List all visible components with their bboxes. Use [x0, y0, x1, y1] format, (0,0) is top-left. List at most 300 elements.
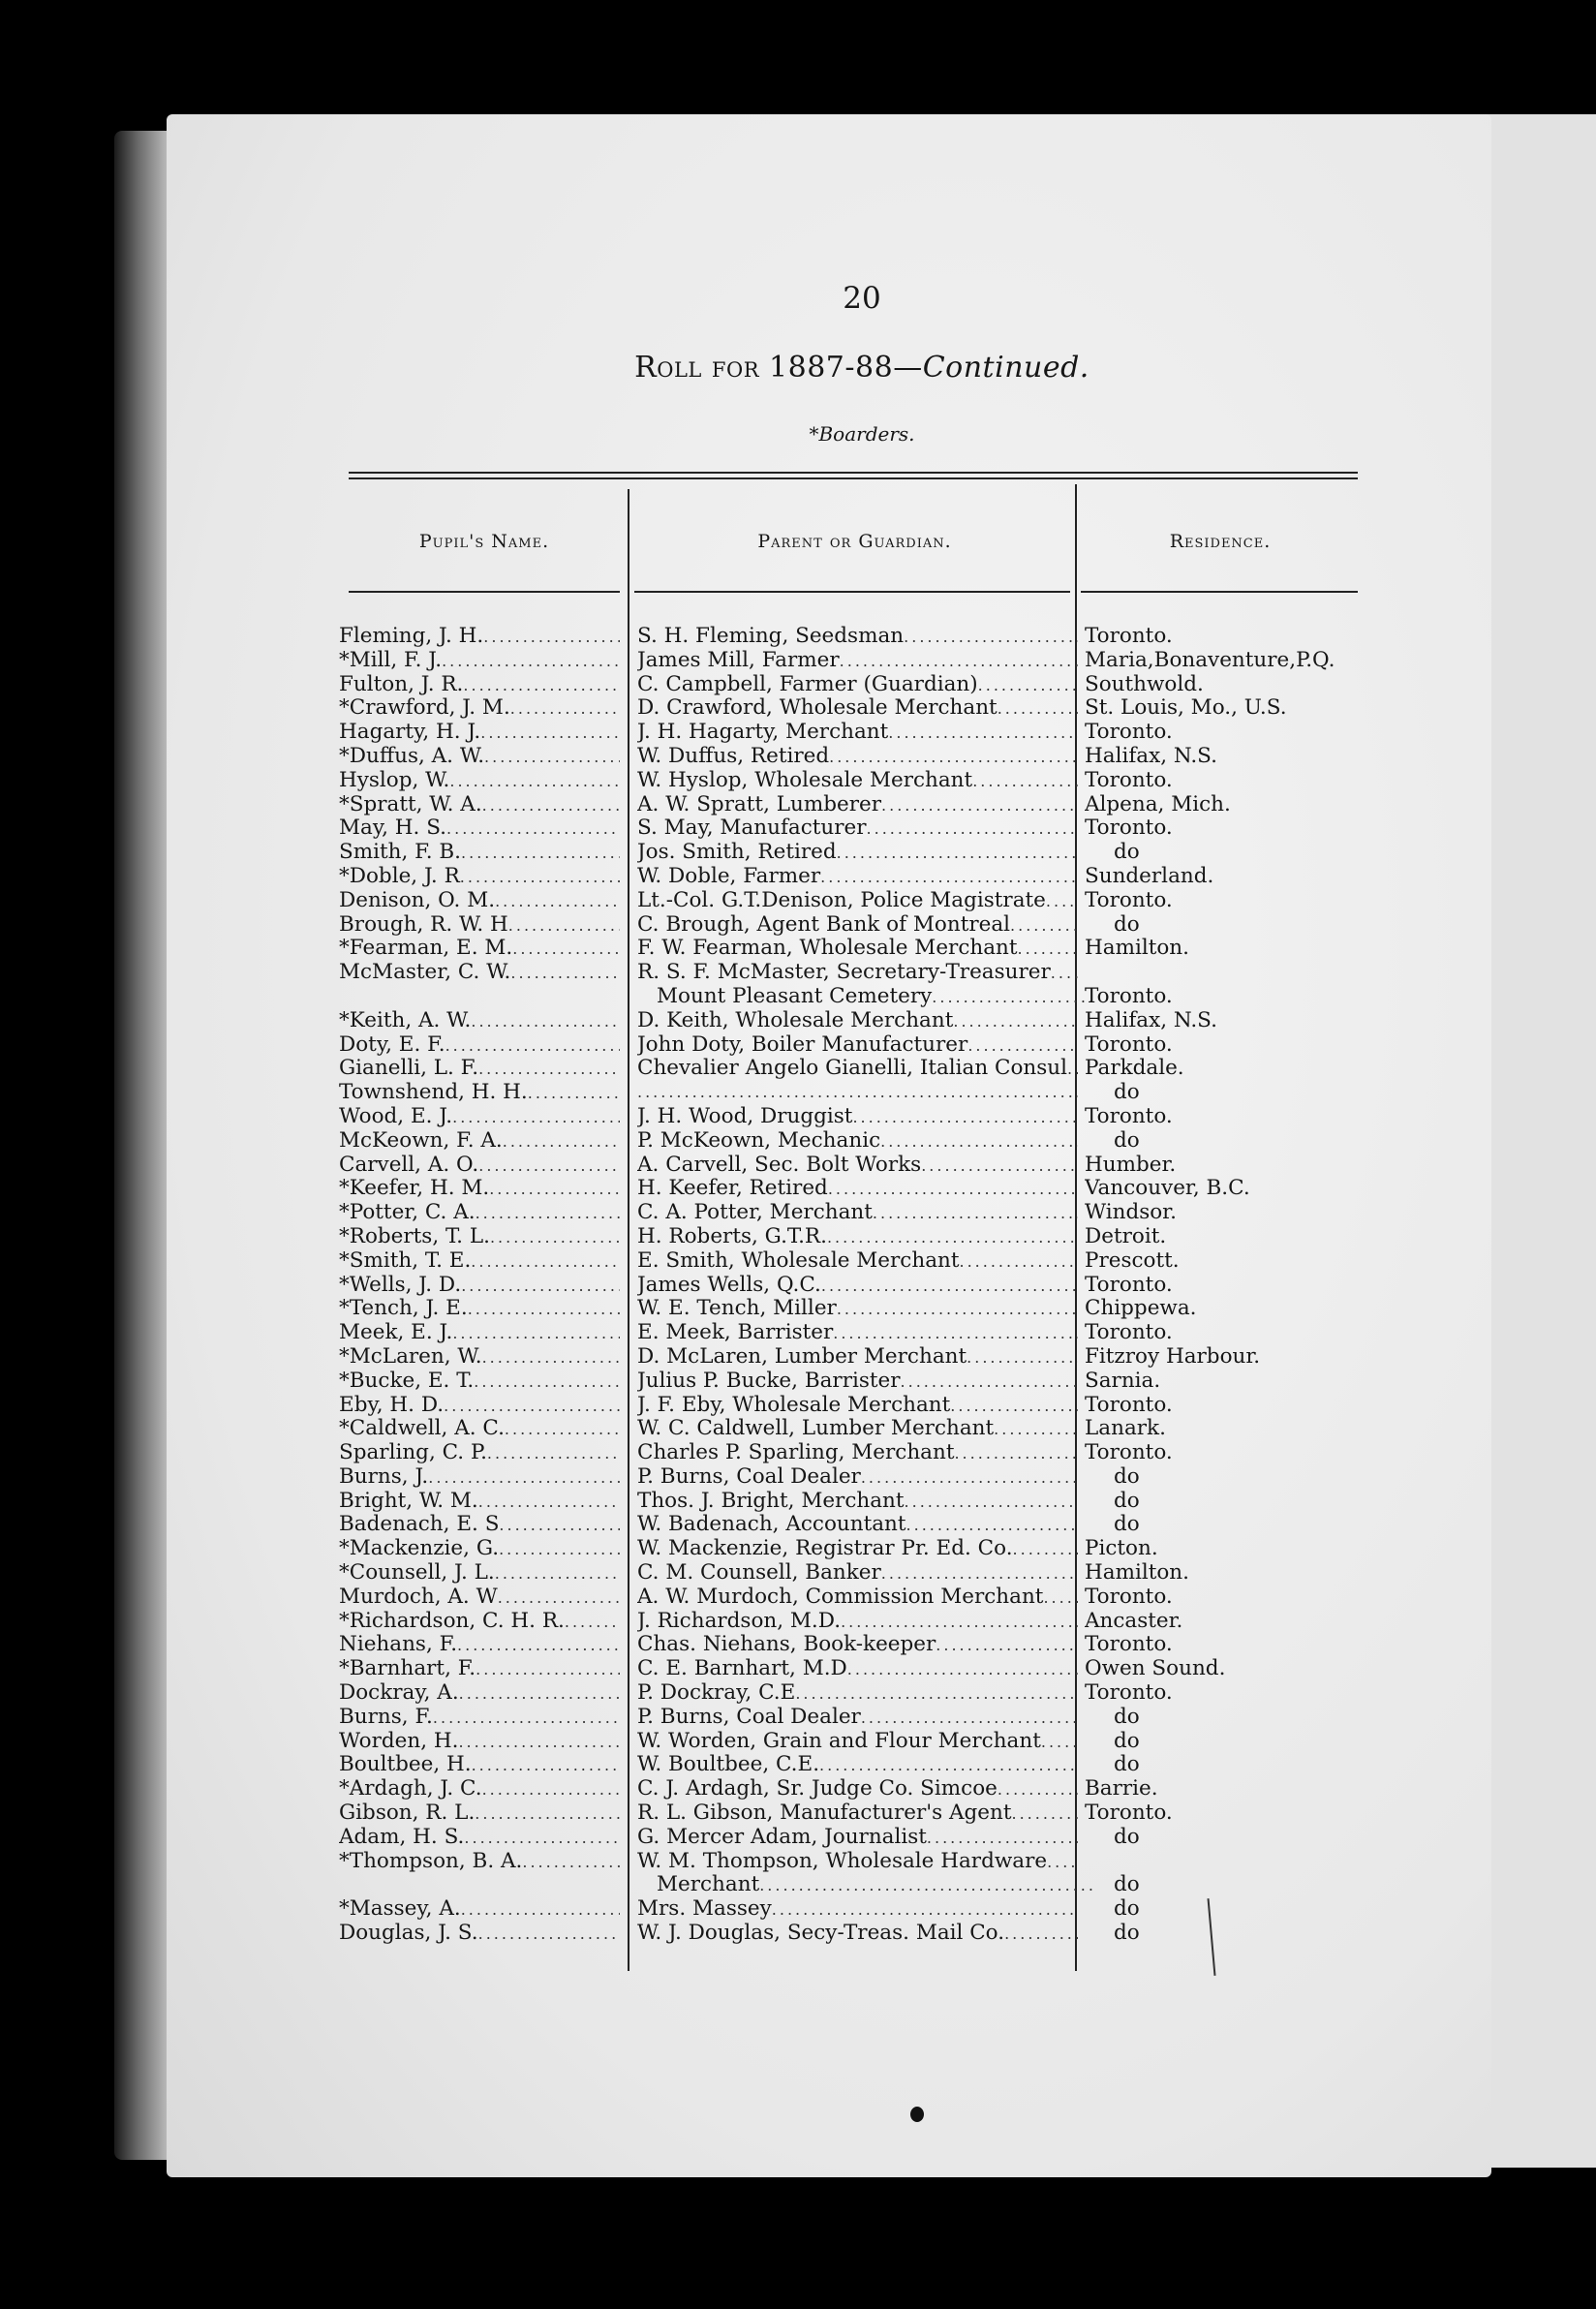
pupil-name: *Potter, C. A. [339, 1201, 476, 1225]
parent-guardian: Merchant [657, 1873, 760, 1897]
table-row [339, 1033, 1366, 1058]
parent-guardian-cell [637, 1297, 1078, 1322]
table-row [339, 865, 1366, 889]
dot-leader [433, 1707, 620, 1731]
parent-guardian: C. E. Barnhart, M.D [637, 1657, 847, 1681]
parent-guardian-cell [637, 673, 1078, 698]
table-row [339, 1009, 1366, 1033]
table-row [339, 1441, 1366, 1465]
dot-leader [847, 1658, 1078, 1682]
pupil-name: Eby, H. D. [339, 1393, 445, 1417]
parent-guardian-cell [637, 649, 1078, 674]
parent-guardian-cell [637, 1441, 1078, 1466]
dot-leader [446, 817, 620, 842]
dot-leader [449, 770, 620, 794]
parent-guardian: R. S. F. McMaster, Secretary-Treasurer [637, 961, 1051, 985]
dot-leader [482, 1346, 620, 1370]
dot-leader [1004, 1923, 1078, 1947]
table-row [339, 1057, 1366, 1081]
table-row [339, 1249, 1366, 1274]
pupil-name-cell [339, 1154, 620, 1179]
header-rule-parent [634, 591, 1070, 593]
residence: Toronto. [1085, 816, 1173, 841]
pupil-name: *Bucke, E. T. [339, 1369, 475, 1393]
parent-guardian: W. Doble, Farmer [637, 864, 821, 888]
parent-guardian-cell [637, 1225, 1078, 1250]
dot-leader [472, 1754, 620, 1778]
pupil-name: *Doble, J. R [339, 864, 460, 888]
pupil-name-cell [339, 1777, 620, 1802]
dot-leader [873, 1202, 1078, 1226]
residence-cell [1085, 937, 1385, 961]
residence: Fitzroy Harbour. [1085, 1344, 1261, 1369]
dot-leader [1051, 962, 1078, 986]
dot-leader [1010, 914, 1078, 939]
residence-cell [1085, 769, 1385, 793]
parent-guardian-cell [637, 1057, 1078, 1082]
table-row [339, 721, 1366, 745]
dot-leader [994, 1418, 1078, 1442]
residence-cell [1085, 1873, 1414, 1897]
residence-cell [1085, 1826, 1414, 1850]
table-row [339, 1177, 1366, 1201]
residence: do [1114, 1705, 1140, 1729]
pupil-name-cell [339, 1009, 620, 1034]
residence: Picton. [1085, 1537, 1158, 1561]
pupil-name-cell [339, 1706, 620, 1731]
parent-guardian: W. M. Thompson, Wholesale Hardware [637, 1849, 1048, 1873]
parent-guardian: W. Badenach, Accountant [637, 1513, 906, 1537]
table-row [339, 1657, 1366, 1681]
residence-cell [1085, 865, 1385, 889]
parent-guardian: P. Burns, Coal Dealer [637, 1464, 861, 1489]
parent-guardian-cell [637, 1586, 1078, 1611]
pupil-name-cell [339, 793, 620, 818]
residence: Owen Sound. [1085, 1657, 1226, 1681]
dot-leader [861, 1707, 1078, 1731]
dot-leader [998, 1778, 1078, 1802]
table-row [339, 1897, 1366, 1922]
pupil-name: Burns, F. [339, 1705, 433, 1729]
table-row [339, 649, 1366, 673]
pupil-name: Townshend, H. H. [339, 1081, 528, 1105]
table-row [339, 1873, 1366, 1897]
dot-leader [565, 1611, 620, 1635]
pupil-name: Fulton, J. R. [339, 672, 464, 696]
parent-guardian: W. Hyslop, Wholesale Merchant [637, 768, 973, 792]
header-rule-pupil [349, 591, 620, 593]
dot-leader [795, 1682, 1078, 1707]
parent-guardian-cell [637, 1610, 1078, 1635]
ink-spot [910, 2107, 924, 2122]
dot-leader [1012, 1802, 1079, 1827]
pupil-name: Brough, R. W. H [339, 912, 508, 937]
pupil-name-cell [339, 889, 620, 914]
parent-guardian-cell [637, 1657, 1078, 1682]
parent-guardian: P. Burns, Coal Dealer [637, 1705, 861, 1729]
dot-leader [637, 1081, 1078, 1105]
pupil-name: Adam, H. S. [339, 1825, 465, 1849]
parent-guardian: W. E. Tench, Miller [637, 1297, 837, 1321]
residence: Southwold. [1085, 672, 1204, 696]
dot-leader [936, 1634, 1078, 1658]
pupil-name: Niehans, F. [339, 1633, 458, 1657]
residence-cell [1085, 1777, 1385, 1801]
dot-leader [861, 1466, 1078, 1491]
table-row [339, 1465, 1366, 1490]
parent-guardian-cell [637, 1633, 1078, 1658]
table-row [339, 1777, 1366, 1801]
pupil-name: Sparling, C. P. [339, 1441, 487, 1465]
residence: Toronto. [1085, 1681, 1173, 1706]
pupil-name-cell [339, 769, 620, 794]
residence: Toronto. [1085, 1585, 1173, 1609]
pupil-name-cell [339, 1225, 620, 1250]
pupil-name-cell [339, 1633, 620, 1658]
dot-leader [478, 1058, 620, 1082]
dot-leader [828, 1178, 1078, 1202]
dot-leader [499, 1514, 620, 1538]
pupil-name-cell [339, 1826, 620, 1851]
pupil-name: Gibson, R. L. [339, 1801, 476, 1826]
residence-cell [1085, 1249, 1385, 1274]
dot-leader [837, 842, 1078, 866]
boarders-note: *Boarders. [809, 422, 915, 446]
dot-leader [833, 1322, 1078, 1346]
residence-cell [1085, 1033, 1385, 1058]
residence: Toronto. [1085, 768, 1173, 792]
parent-guardian-cell [637, 1105, 1078, 1130]
dot-leader [495, 890, 620, 914]
table-row [339, 913, 1366, 938]
parent-guardian: P. Dockray, C.E [637, 1681, 796, 1706]
dot-leader [829, 746, 1078, 770]
pupil-name-cell [339, 913, 620, 939]
parent-guardian-cell [637, 1753, 1078, 1778]
parent-guardian-cell [637, 1081, 1078, 1105]
parent-guardian: James Mill, Farmer [637, 648, 840, 672]
residence: do [1114, 1464, 1140, 1489]
pupil-name: Worden, H. [339, 1729, 459, 1753]
residence-cell [1085, 889, 1385, 913]
table-row [339, 889, 1366, 913]
parent-guardian: Mrs. Massey [637, 1897, 772, 1922]
parent-guardian: C. A. Potter, Merchant [637, 1201, 873, 1225]
parent-guardian-cell [637, 913, 1078, 939]
residence-cell [1085, 1465, 1414, 1490]
dot-leader [837, 1298, 1078, 1322]
dot-leader [459, 1682, 620, 1707]
pupil-name-cell [339, 1801, 620, 1827]
dot-leader [867, 817, 1078, 842]
table-row [339, 985, 1366, 1009]
residence-cell [1085, 1753, 1414, 1777]
residence: Parkdale. [1085, 1057, 1184, 1081]
dot-leader [461, 1275, 620, 1299]
table-row [339, 1633, 1366, 1657]
parent-guardian: F. W. Fearman, Wholesale Merchant [637, 937, 1018, 961]
parent-guardian: R. L. Gibson, Manufacturer's Agent [637, 1801, 1012, 1826]
residence-cell [1085, 1370, 1385, 1394]
parent-guardian-cell [637, 937, 1078, 962]
parent-guardian-cell [637, 985, 1097, 1010]
dot-leader [498, 1586, 620, 1611]
dot-leader [953, 1010, 1078, 1034]
parent-guardian: Thos. J. Bright, Merchant [637, 1489, 905, 1513]
pupil-name: *Thompson, B. A. [339, 1849, 523, 1873]
pupil-name: Murdoch, A. W [339, 1585, 498, 1609]
dot-leader [960, 1250, 1079, 1275]
parent-guardian-cell [637, 1706, 1078, 1731]
pupil-name-cell [339, 1657, 620, 1682]
dot-leader [932, 986, 1097, 1010]
pupil-name-cell [339, 1321, 620, 1346]
table-row [339, 1730, 1366, 1754]
pupil-name-cell [339, 1129, 620, 1154]
residence: Toronto. [1085, 1032, 1173, 1057]
pupil-name-cell [339, 1922, 620, 1947]
residence-cell [1085, 649, 1385, 673]
dot-leader [457, 1634, 620, 1658]
parent-guardian: John Doty, Boiler Manufacturer [637, 1032, 968, 1057]
dot-leader [478, 1923, 620, 1947]
parent-guardian-cell [637, 1922, 1078, 1947]
parent-guardian-cell [637, 1345, 1078, 1370]
parent-guardian: D. McLaren, Lumber Merchant [637, 1344, 967, 1369]
pupil-name: *Wells, J. D. [339, 1273, 462, 1297]
dot-leader [484, 746, 620, 770]
parent-guardian-cell [637, 1033, 1078, 1059]
pupil-name-cell [339, 1610, 620, 1635]
table-row [339, 1081, 1366, 1105]
parent-guardian: C. J. Ardagh, Sr. Judge Co. Simcoe [637, 1777, 998, 1801]
table-row [339, 1681, 1366, 1706]
parent-guardian-cell [637, 745, 1078, 770]
parent-guardian-cell [637, 625, 1078, 650]
dot-leader [881, 794, 1078, 818]
pupil-name-cell [339, 1441, 620, 1466]
residence: St. Louis, Mo., U.S. [1085, 696, 1287, 721]
residence: do [1114, 912, 1140, 937]
residence: Toronto. [1085, 1273, 1173, 1297]
residence-cell [1085, 1490, 1414, 1514]
dot-leader [880, 1130, 1078, 1154]
parent-guardian-cell [637, 1561, 1078, 1586]
dot-leader [452, 1322, 620, 1346]
dot-leader [906, 1514, 1078, 1538]
dot-leader [528, 1082, 620, 1106]
page-number: 20 [843, 281, 881, 316]
pupil-name-cell [339, 649, 620, 674]
residence-cell [1085, 1706, 1414, 1730]
dot-leader [489, 1178, 620, 1202]
residence-cell [1085, 1081, 1414, 1105]
table-row [339, 1417, 1366, 1441]
column-header-pupil: Pupil's Name. [418, 531, 550, 552]
parent-guardian-cell [637, 1154, 1078, 1179]
parent-guardian: Lt.-Col. G.T.Denison, Police Magistrate [637, 888, 1046, 912]
parent-guardian-cell [637, 1681, 1078, 1707]
parent-guardian-cell [637, 696, 1078, 722]
residence: Toronto. [1085, 1441, 1173, 1465]
dot-leader [972, 770, 1078, 794]
pupil-name-cell [339, 721, 620, 746]
parent-guardian: D. Keith, Wholesale Merchant [637, 1008, 954, 1032]
pupil-name: Douglas, J. S. [339, 1922, 478, 1946]
residence: do [1114, 1825, 1140, 1849]
residence: Chippewa. [1085, 1297, 1197, 1321]
parent-guardian-cell [637, 865, 1078, 890]
dot-leader [1043, 1586, 1078, 1611]
pupil-name-cell [339, 696, 620, 722]
parent-guardian: J. F. Eby, Wholesale Merchant [637, 1393, 951, 1417]
pupil-name: *Duffus, A. W. [339, 744, 485, 768]
dot-leader [1013, 1538, 1078, 1562]
pupil-name: *Tench, J. E. [339, 1297, 468, 1321]
pupil-name: Hagarty, H. J. [339, 721, 481, 745]
dot-leader [508, 914, 620, 939]
table-row [339, 1225, 1366, 1249]
pupil-name-cell [339, 1561, 620, 1586]
dot-leader [759, 1874, 1097, 1898]
dot-leader [927, 1827, 1078, 1851]
dot-leader [482, 1778, 620, 1802]
table-row [339, 1394, 1366, 1418]
residence: do [1114, 1128, 1140, 1153]
parent-guardian: J. H. Hagarty, Merchant [637, 721, 889, 745]
residence-cell [1085, 793, 1385, 817]
residence-cell [1085, 985, 1385, 1009]
dot-leader [820, 866, 1078, 890]
table-row [339, 1345, 1366, 1370]
residence: Lanark. [1085, 1417, 1166, 1441]
dot-leader [483, 626, 620, 650]
pupil-name-cell [339, 1274, 620, 1299]
parent-guardian-cell [637, 961, 1078, 986]
pupil-name-cell [339, 1033, 620, 1059]
table-row [339, 937, 1366, 961]
residence: do [1114, 841, 1140, 865]
pupil-name: McMaster, C. W. [339, 961, 511, 985]
pupil-name-cell [339, 1201, 620, 1226]
dot-leader [468, 1298, 620, 1322]
parent-guardian: A. W. Spratt, Lumberer [637, 792, 882, 816]
dot-leader [512, 938, 620, 962]
parent-guardian-cell [637, 1370, 1078, 1395]
parent-guardian-cell [637, 1249, 1078, 1275]
pupil-name: *Spratt, W. A. [339, 792, 482, 816]
header-rule-residence [1081, 591, 1358, 593]
parent-guardian: H. Roberts, G.T.R. [637, 1224, 827, 1248]
residence: Halifax, N.S. [1085, 1008, 1217, 1032]
parent-guardian-cell [637, 1490, 1078, 1515]
dot-leader [475, 1802, 620, 1827]
parent-guardian: D. Crawford, Wholesale Merchant [637, 696, 998, 721]
dot-leader [478, 1491, 620, 1515]
pupil-name: *Richardson, C. H. R. [339, 1609, 565, 1633]
residence-cell [1085, 913, 1414, 938]
pupil-name-cell [339, 625, 620, 650]
residence: Toronto. [1085, 1104, 1173, 1128]
parent-guardian: W. J. Douglas, Secy-Treas. Mail Co. [637, 1922, 1005, 1946]
page-title [0, 351, 1596, 385]
parent-guardian: C. Campbell, Farmer (Guardian) [637, 672, 978, 696]
residence-cell [1085, 1345, 1385, 1370]
residence-cell [1085, 1105, 1385, 1129]
residence-cell [1085, 1681, 1385, 1706]
table-row [339, 1610, 1366, 1634]
pupil-name-cell [339, 1753, 620, 1778]
residence-cell [1085, 1610, 1385, 1634]
parent-guardian-cell [637, 1009, 1078, 1034]
pupil-name: May, H. S. [339, 816, 447, 841]
residence: Toronto. [1085, 1393, 1173, 1417]
residence: do [1114, 1729, 1140, 1753]
residence-cell [1085, 696, 1385, 721]
dot-leader [904, 626, 1078, 650]
parent-guardian-cell [637, 1730, 1078, 1755]
table-row [339, 1537, 1366, 1561]
parent-guardian: Chas. Niehans, Book-keeper [637, 1633, 936, 1657]
parent-guardian: Jos. Smith, Retired [637, 841, 837, 865]
parent-guardian-cell [637, 1201, 1078, 1226]
parent-guardian: James Wells, Q.C. [637, 1273, 821, 1297]
pupil-name-cell [339, 1850, 620, 1875]
pupil-name: *Ardagh, J. C. [339, 1777, 482, 1801]
pupil-name: Wood, E. J. [339, 1104, 453, 1128]
parent-guardian-cell [637, 793, 1078, 818]
table-row [339, 841, 1366, 865]
parent-guardian-cell [637, 1777, 1078, 1802]
dot-leader [458, 1731, 620, 1755]
parent-guardian: W. C. Caldwell, Lumber Merchant [637, 1417, 995, 1441]
pupil-name-cell [339, 1345, 620, 1370]
top-rule-double [349, 477, 1358, 479]
residence: Maria,Bonaventure,P.Q. [1085, 648, 1335, 672]
pupil-name: *McLaren, W. [339, 1344, 482, 1369]
dot-leader [1067, 1058, 1078, 1082]
residence: do [1114, 1922, 1140, 1946]
dot-leader [522, 1851, 620, 1875]
pupil-name: Bright, W. M. [339, 1489, 478, 1513]
residence-cell [1085, 1321, 1385, 1345]
residence: do [1114, 1081, 1140, 1105]
pupil-name: Dockray, A. [339, 1681, 459, 1706]
dot-leader [482, 794, 620, 818]
pupil-name: McKeown, F. A. [339, 1128, 503, 1153]
parent-guardian: J. Richardson, M.D. [637, 1609, 842, 1633]
residence-cell [1085, 1057, 1385, 1081]
table-row [339, 1586, 1366, 1610]
parent-guardian-cell [637, 721, 1078, 746]
parent-guardian: G. Mercer Adam, Journalist [637, 1825, 927, 1849]
residence: Toronto. [1085, 625, 1173, 648]
residence: Toronto. [1085, 888, 1173, 912]
pupil-name-cell [339, 816, 620, 842]
parent-guardian-cell [637, 1826, 1078, 1851]
dot-leader [460, 866, 620, 890]
pupil-name: Fleming, J. H. [339, 625, 484, 648]
pupil-name: *Crawford, J. M. [339, 696, 510, 721]
parent-guardian-cell [637, 1897, 1078, 1923]
parent-guardian-cell [637, 1537, 1078, 1562]
dot-leader [471, 1250, 620, 1275]
residence-cell [1085, 1537, 1385, 1561]
dot-leader [978, 674, 1078, 698]
pupil-name-cell [339, 1370, 620, 1395]
residence-cell [1085, 1394, 1385, 1418]
parent-guardian: S. H. Fleming, Seedsman [637, 625, 905, 648]
